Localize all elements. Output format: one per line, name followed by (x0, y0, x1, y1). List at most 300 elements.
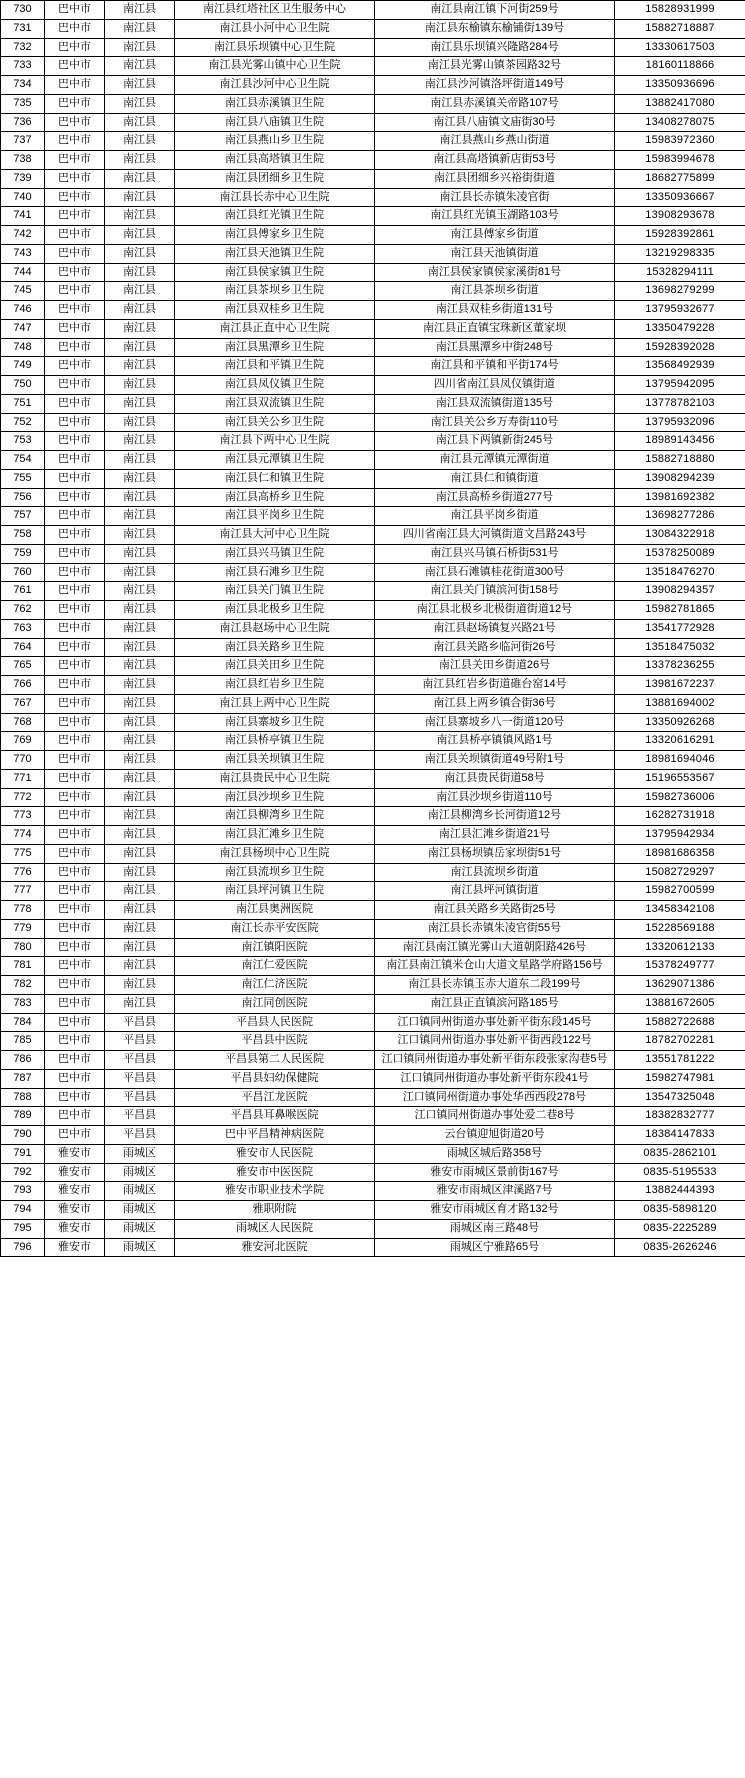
row-index: 751 (1, 394, 45, 413)
row-institution: 南江县寨坡乡卫生院 (175, 713, 375, 732)
row-institution: 南江县流坝乡卫生院 (175, 863, 375, 882)
row-phone: 13378236255 (615, 657, 745, 676)
row-phone: 15378249777 (615, 957, 745, 976)
row-phone: 0835-5898120 (615, 1201, 745, 1220)
row-county: 南江县 (105, 751, 175, 770)
row-address: 南江县流坝乡街道 (375, 863, 615, 882)
table-row (1, 1182, 745, 1201)
row-institution: 南江县赵场中心卫生院 (175, 619, 375, 638)
row-phone: 13795942934 (615, 826, 745, 845)
table-row (1, 1088, 745, 1107)
row-phone: 13908293678 (615, 207, 745, 226)
row-address: 江口镇同州街道办事处华西西段278号 (375, 1088, 615, 1107)
row-address: 南江县侯家镇侯家溪街81号 (375, 263, 615, 282)
row-institution: 南江县关路乡卫生院 (175, 638, 375, 657)
table-row (1, 694, 745, 713)
table-row (1, 1201, 745, 1220)
table-row (1, 938, 745, 957)
row-phone: 13795932096 (615, 413, 745, 432)
row-county: 南江县 (105, 807, 175, 826)
row-index: 752 (1, 413, 45, 432)
row-county: 南江县 (105, 1, 175, 20)
row-phone: 15196553567 (615, 769, 745, 788)
row-address: 南江县傅家乡街道 (375, 226, 615, 245)
table-row (1, 713, 745, 732)
row-city: 巴中市 (45, 638, 105, 657)
row-index: 774 (1, 826, 45, 845)
table-row (1, 319, 745, 338)
row-institution: 南江县双桂乡卫生院 (175, 301, 375, 320)
row-index: 793 (1, 1182, 45, 1201)
table-row (1, 57, 745, 76)
row-county: 南江县 (105, 57, 175, 76)
row-county: 南江县 (105, 451, 175, 470)
row-phone: 15882722688 (615, 1013, 745, 1032)
row-county: 雨城区 (105, 1219, 175, 1238)
row-index: 730 (1, 1, 45, 20)
table-row (1, 1107, 745, 1126)
row-address: 南江县燕山乡燕山街道 (375, 132, 615, 151)
row-city: 巴中市 (45, 938, 105, 957)
row-county: 南江县 (105, 544, 175, 563)
row-phone: 13350936696 (615, 76, 745, 95)
row-index: 790 (1, 1126, 45, 1145)
row-index: 760 (1, 563, 45, 582)
row-address: 南江县关门镇滨河街158号 (375, 582, 615, 601)
row-institution: 南江县兴马镇卫生院 (175, 544, 375, 563)
row-county: 南江县 (105, 938, 175, 957)
row-address: 南江县柳湾乡长河街道12号 (375, 807, 615, 826)
row-institution: 南江县团细乡卫生院 (175, 169, 375, 188)
row-address: 南江县正直镇宝珠新区董家坝 (375, 319, 615, 338)
row-phone: 13320612133 (615, 938, 745, 957)
row-index: 749 (1, 357, 45, 376)
row-index: 766 (1, 676, 45, 695)
row-address: 南江县乐坝镇兴隆路284号 (375, 38, 615, 57)
row-phone: 13320616291 (615, 732, 745, 751)
row-county: 平昌县 (105, 1126, 175, 1145)
table-row (1, 169, 745, 188)
row-phone: 13778782103 (615, 394, 745, 413)
row-county: 雨城区 (105, 1182, 175, 1201)
table-row (1, 1219, 745, 1238)
row-phone: 15982700599 (615, 882, 745, 901)
row-address: 南江县仁和镇街道 (375, 469, 615, 488)
row-index: 780 (1, 938, 45, 957)
row-city: 巴中市 (45, 657, 105, 676)
row-address: 南江县东榆镇东榆铺街139号 (375, 19, 615, 38)
row-city: 巴中市 (45, 76, 105, 95)
row-phone: 18989143456 (615, 432, 745, 451)
row-county: 南江县 (105, 507, 175, 526)
row-address: 南江县南江镇光雾山大道朝阳路426号 (375, 938, 615, 957)
row-index: 761 (1, 582, 45, 601)
row-county: 雨城区 (105, 1201, 175, 1220)
table-row (1, 1126, 745, 1145)
table-row (1, 244, 745, 263)
row-institution: 南江仁济医院 (175, 976, 375, 995)
table-row (1, 282, 745, 301)
row-city: 巴中市 (45, 469, 105, 488)
row-city: 巴中市 (45, 919, 105, 938)
row-institution: 南江县高桥乡卫生院 (175, 488, 375, 507)
table-row (1, 76, 745, 95)
row-county: 南江县 (105, 844, 175, 863)
row-institution: 南江县乐坝镇中心卫生院 (175, 38, 375, 57)
table-row (1, 676, 745, 695)
row-index: 738 (1, 151, 45, 170)
row-county: 南江县 (105, 244, 175, 263)
row-index: 757 (1, 507, 45, 526)
row-phone: 15378250089 (615, 544, 745, 563)
row-institution: 南江县长赤中心卫生院 (175, 188, 375, 207)
row-institution: 南江县凤仪镇卫生院 (175, 376, 375, 395)
row-institution: 平昌县耳鼻喉医院 (175, 1107, 375, 1126)
row-phone: 13908294357 (615, 582, 745, 601)
row-phone: 13795942095 (615, 376, 745, 395)
row-county: 南江县 (105, 488, 175, 507)
row-address: 南江县和平镇和平街174号 (375, 357, 615, 376)
row-county: 南江县 (105, 657, 175, 676)
row-index: 792 (1, 1163, 45, 1182)
row-index: 750 (1, 376, 45, 395)
row-address: 南江县关公乡万寿街110号 (375, 413, 615, 432)
row-index: 741 (1, 207, 45, 226)
row-address: 南江县双流镇街道135号 (375, 394, 615, 413)
row-city: 巴中市 (45, 169, 105, 188)
row-phone: 15082729297 (615, 863, 745, 882)
row-institution: 南江县大河中心卫生院 (175, 526, 375, 545)
row-institution: 南江县汇滩乡卫生院 (175, 826, 375, 845)
row-institution: 平昌江龙医院 (175, 1088, 375, 1107)
table-row (1, 1051, 745, 1070)
row-index: 773 (1, 807, 45, 826)
row-index: 742 (1, 226, 45, 245)
row-address: 南江县北极乡北极街道街道12号 (375, 601, 615, 620)
row-phone: 0835-2225289 (615, 1219, 745, 1238)
row-address: 南江县红光镇玉湖路103号 (375, 207, 615, 226)
row-phone: 15928392028 (615, 338, 745, 357)
row-phone: 13330617503 (615, 38, 745, 57)
row-address: 雅安市雨城区育才路132号 (375, 1201, 615, 1220)
row-index: 744 (1, 263, 45, 282)
row-phone: 13795932677 (615, 301, 745, 320)
table-row (1, 451, 745, 470)
row-index: 762 (1, 601, 45, 620)
row-county: 南江县 (105, 957, 175, 976)
row-city: 巴中市 (45, 432, 105, 451)
row-address: 南江县赤溪镇关帝路107号 (375, 94, 615, 113)
row-index: 753 (1, 432, 45, 451)
row-institution: 南江县奥洲医院 (175, 901, 375, 920)
row-address: 南江县长赤镇朱凌官街 (375, 188, 615, 207)
row-index: 755 (1, 469, 45, 488)
row-county: 南江县 (105, 676, 175, 695)
row-address: 江口镇同州街道办事处新平街东段145号 (375, 1013, 615, 1032)
row-address: 南江县高塔镇新店街53号 (375, 151, 615, 170)
row-phone: 13908294239 (615, 469, 745, 488)
row-address: 云台镇迎旭街道20号 (375, 1126, 615, 1145)
row-county: 南江县 (105, 769, 175, 788)
row-index: 745 (1, 282, 45, 301)
row-county: 南江县 (105, 226, 175, 245)
row-phone: 13981692382 (615, 488, 745, 507)
row-address: 南江县八庙镇文庙街30号 (375, 113, 615, 132)
table-row (1, 226, 745, 245)
row-address: 江口镇同州街道办事处爱二巷8号 (375, 1107, 615, 1126)
row-institution: 南江县元潭镇卫生院 (175, 451, 375, 470)
row-address: 南江县天池镇街道 (375, 244, 615, 263)
row-county: 南江县 (105, 432, 175, 451)
row-institution: 南江县高塔镇卫生院 (175, 151, 375, 170)
row-city: 巴中市 (45, 863, 105, 882)
row-city: 巴中市 (45, 694, 105, 713)
row-county: 南江县 (105, 38, 175, 57)
row-index: 789 (1, 1107, 45, 1126)
row-institution: 南江长赤平安医院 (175, 919, 375, 938)
row-county: 南江县 (105, 826, 175, 845)
row-institution: 南江县石滩乡卫生院 (175, 563, 375, 582)
row-city: 巴中市 (45, 113, 105, 132)
table-row (1, 301, 745, 320)
table-row (1, 38, 745, 57)
row-city: 巴中市 (45, 769, 105, 788)
row-county: 南江县 (105, 788, 175, 807)
row-city: 巴中市 (45, 226, 105, 245)
row-county: 南江县 (105, 376, 175, 395)
row-index: 764 (1, 638, 45, 657)
row-institution: 南江县关公乡卫生院 (175, 413, 375, 432)
row-index: 784 (1, 1013, 45, 1032)
row-address: 南江县兴马镇石桥街531号 (375, 544, 615, 563)
row-phone: 13629071386 (615, 976, 745, 995)
row-institution: 南江县上两中心卫生院 (175, 694, 375, 713)
row-institution: 南江县杨坝中心卫生院 (175, 844, 375, 863)
row-index: 767 (1, 694, 45, 713)
row-phone: 15228569188 (615, 919, 745, 938)
row-institution: 南江县赤溪镇卫生院 (175, 94, 375, 113)
row-city: 巴中市 (45, 844, 105, 863)
row-address: 南江县正直镇滨河路185号 (375, 994, 615, 1013)
row-county: 南江县 (105, 582, 175, 601)
row-city: 巴中市 (45, 582, 105, 601)
row-institution: 南江县关田乡卫生院 (175, 657, 375, 676)
table-row (1, 1013, 745, 1032)
table-row (1, 19, 745, 38)
row-index: 743 (1, 244, 45, 263)
row-address: 南江县关路乡关路街25号 (375, 901, 615, 920)
row-institution: 平昌县人民医院 (175, 1013, 375, 1032)
table-row (1, 432, 745, 451)
table-row (1, 113, 745, 132)
row-index: 770 (1, 751, 45, 770)
row-address: 南江县汇滩乡街道21号 (375, 826, 615, 845)
row-address: 南江县赵场镇复兴路21号 (375, 619, 615, 638)
row-index: 733 (1, 57, 45, 76)
row-index: 746 (1, 301, 45, 320)
row-address: 南江县沙坝乡街道110号 (375, 788, 615, 807)
table-row (1, 1144, 745, 1163)
row-institution: 南江县贵民中心卫生院 (175, 769, 375, 788)
row-index: 778 (1, 901, 45, 920)
row-phone: 13881672605 (615, 994, 745, 1013)
row-index: 736 (1, 113, 45, 132)
row-city: 巴中市 (45, 38, 105, 57)
row-institution: 南江县坪河镇卫生院 (175, 882, 375, 901)
row-address: 南江县长赤镇朱凌官街55号 (375, 919, 615, 938)
row-county: 南江县 (105, 282, 175, 301)
row-index: 768 (1, 713, 45, 732)
table-row (1, 507, 745, 526)
row-city: 巴中市 (45, 676, 105, 695)
row-city: 雅安市 (45, 1238, 105, 1257)
table-row (1, 132, 745, 151)
row-address: 南江县长赤镇玉赤大道东二段199号 (375, 976, 615, 995)
row-index: 779 (1, 919, 45, 938)
row-institution: 南江县八庙镇卫生院 (175, 113, 375, 132)
row-county: 雨城区 (105, 1144, 175, 1163)
row-phone: 13547325048 (615, 1088, 745, 1107)
row-address: 江口镇同州街道办事处新平街东段41号 (375, 1069, 615, 1088)
row-institution: 南江县双流镇卫生院 (175, 394, 375, 413)
row-county: 平昌县 (105, 1013, 175, 1032)
table-row (1, 207, 745, 226)
row-institution: 雅安市中医医院 (175, 1163, 375, 1182)
row-phone: 13551781222 (615, 1051, 745, 1070)
row-phone: 13698277286 (615, 507, 745, 526)
row-city: 巴中市 (45, 619, 105, 638)
row-city: 巴中市 (45, 901, 105, 920)
row-institution: 南江县和平镇卫生院 (175, 357, 375, 376)
row-phone: 13458342108 (615, 901, 745, 920)
row-phone: 18682775899 (615, 169, 745, 188)
table-row (1, 976, 745, 995)
row-county: 雨城区 (105, 1238, 175, 1257)
row-city: 巴中市 (45, 544, 105, 563)
row-institution: 南江县仁和镇卫生院 (175, 469, 375, 488)
row-county: 南江县 (105, 976, 175, 995)
row-institution: 南江县正直中心卫生院 (175, 319, 375, 338)
row-institution: 南江同创医院 (175, 994, 375, 1013)
row-index: 795 (1, 1219, 45, 1238)
row-phone: 13981672237 (615, 676, 745, 695)
row-city: 巴中市 (45, 601, 105, 620)
row-phone: 13568492939 (615, 357, 745, 376)
table-row (1, 1238, 745, 1257)
table-row (1, 901, 745, 920)
row-address: 四川省南江县凤仪镇街道 (375, 376, 615, 395)
table-row (1, 769, 745, 788)
row-county: 南江县 (105, 413, 175, 432)
row-address: 南江县关坝镇街道49号附1号 (375, 751, 615, 770)
table-row (1, 1163, 745, 1182)
row-institution: 南江县平岗乡卫生院 (175, 507, 375, 526)
row-phone: 13350926268 (615, 713, 745, 732)
table-row (1, 563, 745, 582)
row-institution: 平昌县妇幼保健院 (175, 1069, 375, 1088)
row-phone: 13408278075 (615, 113, 745, 132)
row-index: 740 (1, 188, 45, 207)
row-phone: 0835-2626246 (615, 1238, 745, 1257)
row-city: 巴中市 (45, 301, 105, 320)
row-address: 南江县平岗乡街道 (375, 507, 615, 526)
table-row (1, 788, 745, 807)
row-phone: 18160118866 (615, 57, 745, 76)
table-row (1, 844, 745, 863)
row-county: 南江县 (105, 207, 175, 226)
table-row (1, 413, 745, 432)
table-row (1, 394, 745, 413)
row-phone: 15983994678 (615, 151, 745, 170)
row-county: 南江县 (105, 301, 175, 320)
row-index: 788 (1, 1088, 45, 1107)
table-row (1, 826, 745, 845)
row-index: 731 (1, 19, 45, 38)
row-city: 巴中市 (45, 1, 105, 20)
row-institution: 雨城区人民医院 (175, 1219, 375, 1238)
row-index: 775 (1, 844, 45, 863)
row-institution: 南江县沙河中心卫生院 (175, 76, 375, 95)
row-address: 南江县寨坡乡八一街道120号 (375, 713, 615, 732)
row-city: 巴中市 (45, 1051, 105, 1070)
row-phone: 18981686358 (615, 844, 745, 863)
row-index: 776 (1, 863, 45, 882)
row-institution: 南江县黑潭乡卫生院 (175, 338, 375, 357)
row-county: 南江县 (105, 901, 175, 920)
row-county: 南江县 (105, 76, 175, 95)
table-row (1, 1, 745, 20)
row-phone: 15828931999 (615, 1, 745, 20)
row-phone: 13350936667 (615, 188, 745, 207)
row-county: 南江县 (105, 188, 175, 207)
row-institution: 南江镇阳医院 (175, 938, 375, 957)
row-phone: 15882718887 (615, 19, 745, 38)
row-index: 758 (1, 526, 45, 545)
row-city: 巴中市 (45, 94, 105, 113)
table-row (1, 544, 745, 563)
row-city: 巴中市 (45, 751, 105, 770)
table-row (1, 957, 745, 976)
table-row (1, 188, 745, 207)
row-city: 巴中市 (45, 19, 105, 38)
row-address: 南江县南江镇下河街259号 (375, 1, 615, 20)
row-city: 巴中市 (45, 1126, 105, 1145)
row-index: 777 (1, 882, 45, 901)
row-address: 雅安市雨城区景前街167号 (375, 1163, 615, 1182)
row-address: 江口镇同州街道办事处新平街东段张家沟巷5号 (375, 1051, 615, 1070)
row-county: 南江县 (105, 882, 175, 901)
row-county: 南江县 (105, 469, 175, 488)
table-row (1, 994, 745, 1013)
row-phone: 18382832777 (615, 1107, 745, 1126)
row-city: 巴中市 (45, 282, 105, 301)
row-institution: 雅职附院 (175, 1201, 375, 1220)
row-phone: 15982736006 (615, 788, 745, 807)
row-county: 南江县 (105, 619, 175, 638)
row-address: 雨城区宁雅路65号 (375, 1238, 615, 1257)
table-row (1, 638, 745, 657)
row-city: 巴中市 (45, 826, 105, 845)
row-institution: 南江县下两中心卫生院 (175, 432, 375, 451)
row-city: 巴中市 (45, 207, 105, 226)
row-phone: 15982781865 (615, 601, 745, 620)
row-county: 平昌县 (105, 1107, 175, 1126)
row-county: 南江县 (105, 601, 175, 620)
row-index: 756 (1, 488, 45, 507)
row-city: 雅安市 (45, 1201, 105, 1220)
row-index: 791 (1, 1144, 45, 1163)
row-county: 南江县 (105, 151, 175, 170)
